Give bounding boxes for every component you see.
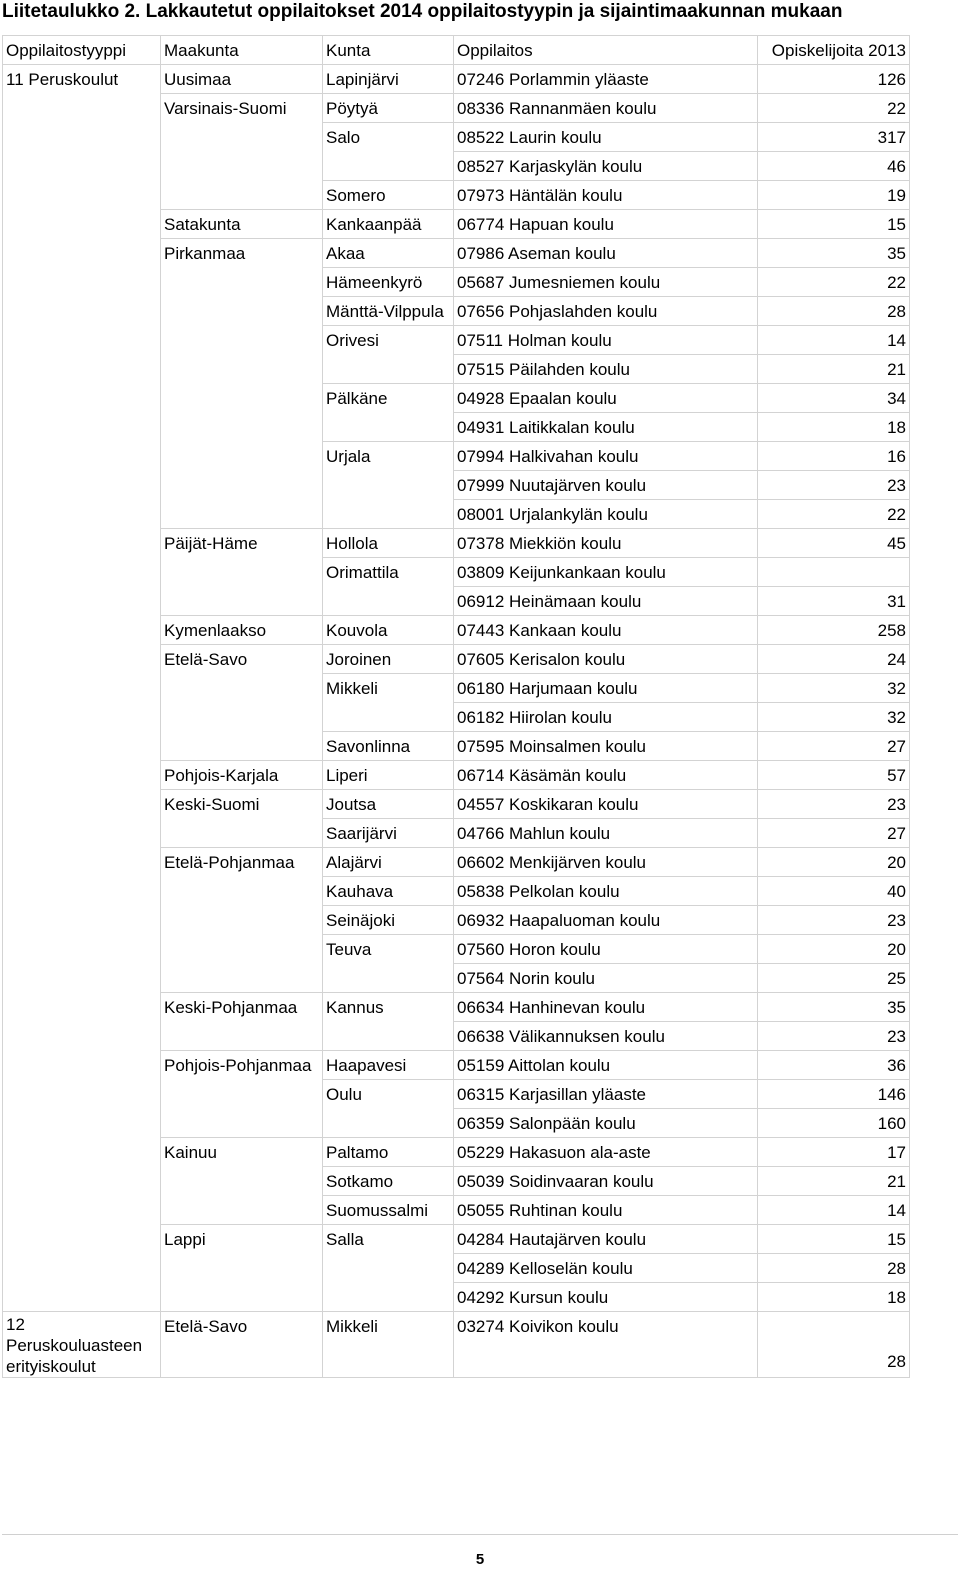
kunta-cell: Teuva <box>323 935 454 993</box>
header-oppilaitostyyppi: Oppilaitostyyppi <box>3 36 161 65</box>
oppilaitos-cell: 07994 Halkivahan koulu <box>454 442 758 471</box>
maakunta-cell: Etelä-Pohjanmaa <box>161 848 323 993</box>
page-title: Liitetaulukko 2. Lakkautetut oppilaitokset 2014 oppilaitostyypin ja sijaintimaakunnan mukaan <box>2 1 843 22</box>
opiskelijoita-cell: 18 <box>758 413 910 442</box>
opiskelijoita-cell: 23 <box>758 471 910 500</box>
opiskelijoita-cell: 32 <box>758 674 910 703</box>
opiskelijoita-cell: 258 <box>758 616 910 645</box>
oppilaitos-cell: 07605 Kerisalon koulu <box>454 645 758 674</box>
opiskelijoita-cell: 317 <box>758 123 910 152</box>
opiskelijoita-cell: 27 <box>758 819 910 848</box>
opiskelijoita-cell: 15 <box>758 210 910 239</box>
opiskelijoita-cell: 28 <box>758 297 910 326</box>
kunta-cell: Kankaanpää <box>323 210 454 239</box>
opiskelijoita-cell: 146 <box>758 1080 910 1109</box>
opiskelijoita-cell: 14 <box>758 326 910 355</box>
opiskelijoita-cell: 45 <box>758 529 910 558</box>
oppilaitos-cell: 06182 Hiirolan koulu <box>454 703 758 732</box>
footer-divider <box>2 1534 958 1535</box>
opiskelijoita-cell: 160 <box>758 1109 910 1138</box>
opiskelijoita-cell: 28 <box>758 1312 910 1378</box>
oppilaitos-cell: 06932 Haapaluoman koulu <box>454 906 758 935</box>
kunta-cell: Oulu <box>323 1080 454 1138</box>
oppilaitos-cell: 07564 Norin koulu <box>454 964 758 993</box>
type-cell-line: erityiskoulut <box>6 1357 96 1376</box>
kunta-cell: Lapinjärvi <box>323 65 454 94</box>
type-cell-line: Peruskouluasteen <box>6 1336 143 1355</box>
maakunta-cell: Lappi <box>161 1225 323 1312</box>
oppilaitos-cell: 04284 Hautajärven koulu <box>454 1225 758 1254</box>
opiskelijoita-cell: 28 <box>758 1254 910 1283</box>
oppilaitos-cell: 06638 Välikannuksen koulu <box>454 1022 758 1051</box>
type-cell <box>3 1312 161 1378</box>
oppilaitos-cell: 07560 Horon koulu <box>454 935 758 964</box>
kunta-cell: Liperi <box>323 761 454 790</box>
oppilaitos-cell: 06634 Hanhinevan koulu <box>454 993 758 1022</box>
opiskelijoita-cell: 22 <box>758 94 910 123</box>
oppilaitos-cell: 08527 Karjaskylän koulu <box>454 152 758 181</box>
oppilaitos-cell: 08336 Rannanmäen koulu <box>454 94 758 123</box>
oppilaitos-cell: 05055 Ruhtinan koulu <box>454 1196 758 1225</box>
opiskelijoita-cell: 18 <box>758 1283 910 1312</box>
oppilaitos-cell: 07656 Pohjaslahden koulu <box>454 297 758 326</box>
opiskelijoita-cell: 31 <box>758 587 910 616</box>
kunta-cell: Mikkeli <box>323 674 454 732</box>
oppilaitos-cell: 08001 Urjalankylän koulu <box>454 500 758 529</box>
kunta-cell: Joutsa <box>323 790 454 819</box>
opiskelijoita-cell: 23 <box>758 1022 910 1051</box>
kunta-cell: Orimattila <box>323 558 454 616</box>
oppilaitos-cell: 06912 Heinämaan koulu <box>454 587 758 616</box>
opiskelijoita-cell: 22 <box>758 500 910 529</box>
oppilaitos-cell: 05838 Pelkolan koulu <box>454 877 758 906</box>
header-oppilaitos: Oppilaitos <box>454 36 758 65</box>
opiskelijoita-cell: 35 <box>758 993 910 1022</box>
maakunta-cell: Kainuu <box>161 1138 323 1225</box>
oppilaitos-cell: 03274 Koivikon koulu <box>454 1312 758 1378</box>
kunta-cell: Pälkäne <box>323 384 454 442</box>
kunta-cell: Hollola <box>323 529 454 558</box>
maakunta-cell: Päijät-Häme <box>161 529 323 616</box>
kunta-cell: Kouvola <box>323 616 454 645</box>
opiskelijoita-cell: 36 <box>758 1051 910 1080</box>
maakunta-cell: Keski-Pohjanmaa <box>161 993 323 1051</box>
kunta-cell: Sotkamo <box>323 1167 454 1196</box>
kunta-cell: Alajärvi <box>323 848 454 877</box>
oppilaitos-cell: 06315 Karjasillan yläaste <box>454 1080 758 1109</box>
oppilaitos-cell: 07246 Porlammin yläaste <box>454 65 758 94</box>
oppilaitos-cell: 05159 Aittolan koulu <box>454 1051 758 1080</box>
oppilaitos-cell: 06714 Käsämän koulu <box>454 761 758 790</box>
maakunta-cell: Pohjois-Pohjanmaa <box>161 1051 323 1138</box>
oppilaitos-cell: 07595 Moinsalmen koulu <box>454 732 758 761</box>
header-maakunta: Maakunta <box>161 36 323 65</box>
kunta-cell: Paltamo <box>323 1138 454 1167</box>
oppilaitos-cell: 04766 Mahlun koulu <box>454 819 758 848</box>
opiskelijoita-cell: 20 <box>758 848 910 877</box>
maakunta-cell: Keski-Suomi <box>161 790 323 848</box>
oppilaitos-cell: 07999 Nuutajärven koulu <box>454 471 758 500</box>
kunta-cell: Kannus <box>323 993 454 1051</box>
kunta-cell: Mikkeli <box>323 1312 454 1378</box>
type-cell: 11 Peruskoulut <box>3 65 161 1312</box>
schools-table <box>2 35 910 1378</box>
oppilaitos-cell: 06359 Salonpään koulu <box>454 1109 758 1138</box>
oppilaitos-cell: 07378 Miekkiön koulu <box>454 529 758 558</box>
maakunta-cell: Pohjois-Karjala <box>161 761 323 790</box>
oppilaitos-cell: 04928 Epaalan koulu <box>454 384 758 413</box>
page-number: 5 <box>475 1551 485 1568</box>
opiskelijoita-cell: 126 <box>758 65 910 94</box>
oppilaitos-cell: 03809 Keijunkankaan koulu <box>454 558 758 587</box>
oppilaitos-cell: 07443 Kankaan koulu <box>454 616 758 645</box>
opiskelijoita-cell: 15 <box>758 1225 910 1254</box>
kunta-cell: Savonlinna <box>323 732 454 761</box>
header-opiskelijoita: Opiskelijoita 2013 <box>758 36 910 65</box>
opiskelijoita-cell: 23 <box>758 906 910 935</box>
table-row <box>3 65 910 94</box>
type-cell-line: 12 <box>6 1315 25 1334</box>
opiskelijoita-cell: 14 <box>758 1196 910 1225</box>
oppilaitos-cell: 07973 Häntälän koulu <box>454 181 758 210</box>
maakunta-cell: Kymenlaakso <box>161 616 323 645</box>
kunta-cell: Hämeenkyrö <box>323 268 454 297</box>
header-kunta: Kunta <box>323 36 454 65</box>
oppilaitos-cell: 06602 Menkijärven koulu <box>454 848 758 877</box>
kunta-cell: Kauhava <box>323 877 454 906</box>
opiskelijoita-cell: 19 <box>758 181 910 210</box>
opiskelijoita-cell: 16 <box>758 442 910 471</box>
opiskelijoita-cell: 40 <box>758 877 910 906</box>
kunta-cell: Joroinen <box>323 645 454 674</box>
oppilaitos-cell: 04292 Kursun koulu <box>454 1283 758 1312</box>
kunta-cell: Suomussalmi <box>323 1196 454 1225</box>
opiskelijoita-cell: 24 <box>758 645 910 674</box>
opiskelijoita-cell: 23 <box>758 790 910 819</box>
maakunta-cell: Pirkanmaa <box>161 239 323 529</box>
opiskelijoita-cell: 35 <box>758 239 910 268</box>
maakunta-cell: Etelä-Savo <box>161 1312 323 1378</box>
kunta-cell: Orivesi <box>323 326 454 384</box>
kunta-cell: Seinäjoki <box>323 906 454 935</box>
kunta-cell: Somero <box>323 181 454 210</box>
oppilaitos-cell: 08522 Laurin koulu <box>454 123 758 152</box>
maakunta-cell: Uusimaa <box>161 65 323 94</box>
table-header-row <box>3 36 910 65</box>
opiskelijoita-cell: 22 <box>758 268 910 297</box>
oppilaitos-cell: 06180 Harjumaan koulu <box>454 674 758 703</box>
opiskelijoita-cell: 57 <box>758 761 910 790</box>
oppilaitos-cell: 07986 Aseman koulu <box>454 239 758 268</box>
oppilaitos-cell: 04931 Laitikkalan koulu <box>454 413 758 442</box>
opiskelijoita-cell: 21 <box>758 1167 910 1196</box>
oppilaitos-cell: 04289 Kelloselän koulu <box>454 1254 758 1283</box>
kunta-cell: Haapavesi <box>323 1051 454 1080</box>
opiskelijoita-cell: 21 <box>758 355 910 384</box>
oppilaitos-cell: 07511 Holman koulu <box>454 326 758 355</box>
opiskelijoita-cell: 32 <box>758 703 910 732</box>
maakunta-cell: Varsinais-Suomi <box>161 94 323 210</box>
kunta-cell: Mänttä-Vilppula <box>323 297 454 326</box>
oppilaitos-cell: 05039 Soidinvaaran koulu <box>454 1167 758 1196</box>
kunta-cell: Saarijärvi <box>323 819 454 848</box>
kunta-cell: Pöytyä <box>323 94 454 123</box>
opiskelijoita-cell: 20 <box>758 935 910 964</box>
opiskelijoita-cell: 25 <box>758 964 910 993</box>
oppilaitos-cell: 05229 Hakasuon ala-aste <box>454 1138 758 1167</box>
opiskelijoita-cell: 17 <box>758 1138 910 1167</box>
kunta-cell: Akaa <box>323 239 454 268</box>
table-row <box>3 1312 910 1378</box>
oppilaitos-cell: 07515 Päilahden koulu <box>454 355 758 384</box>
oppilaitos-cell: 05687 Jumesniemen koulu <box>454 268 758 297</box>
oppilaitos-cell: 06774 Hapuan koulu <box>454 210 758 239</box>
opiskelijoita-cell: 27 <box>758 732 910 761</box>
maakunta-cell: Etelä-Savo <box>161 645 323 761</box>
opiskelijoita-cell <box>758 558 910 587</box>
kunta-cell: Urjala <box>323 442 454 529</box>
kunta-cell: Salo <box>323 123 454 181</box>
maakunta-cell: Satakunta <box>161 210 323 239</box>
opiskelijoita-cell: 46 <box>758 152 910 181</box>
kunta-cell: Salla <box>323 1225 454 1312</box>
oppilaitos-cell: 04557 Koskikaran koulu <box>454 790 758 819</box>
opiskelijoita-cell: 34 <box>758 384 910 413</box>
